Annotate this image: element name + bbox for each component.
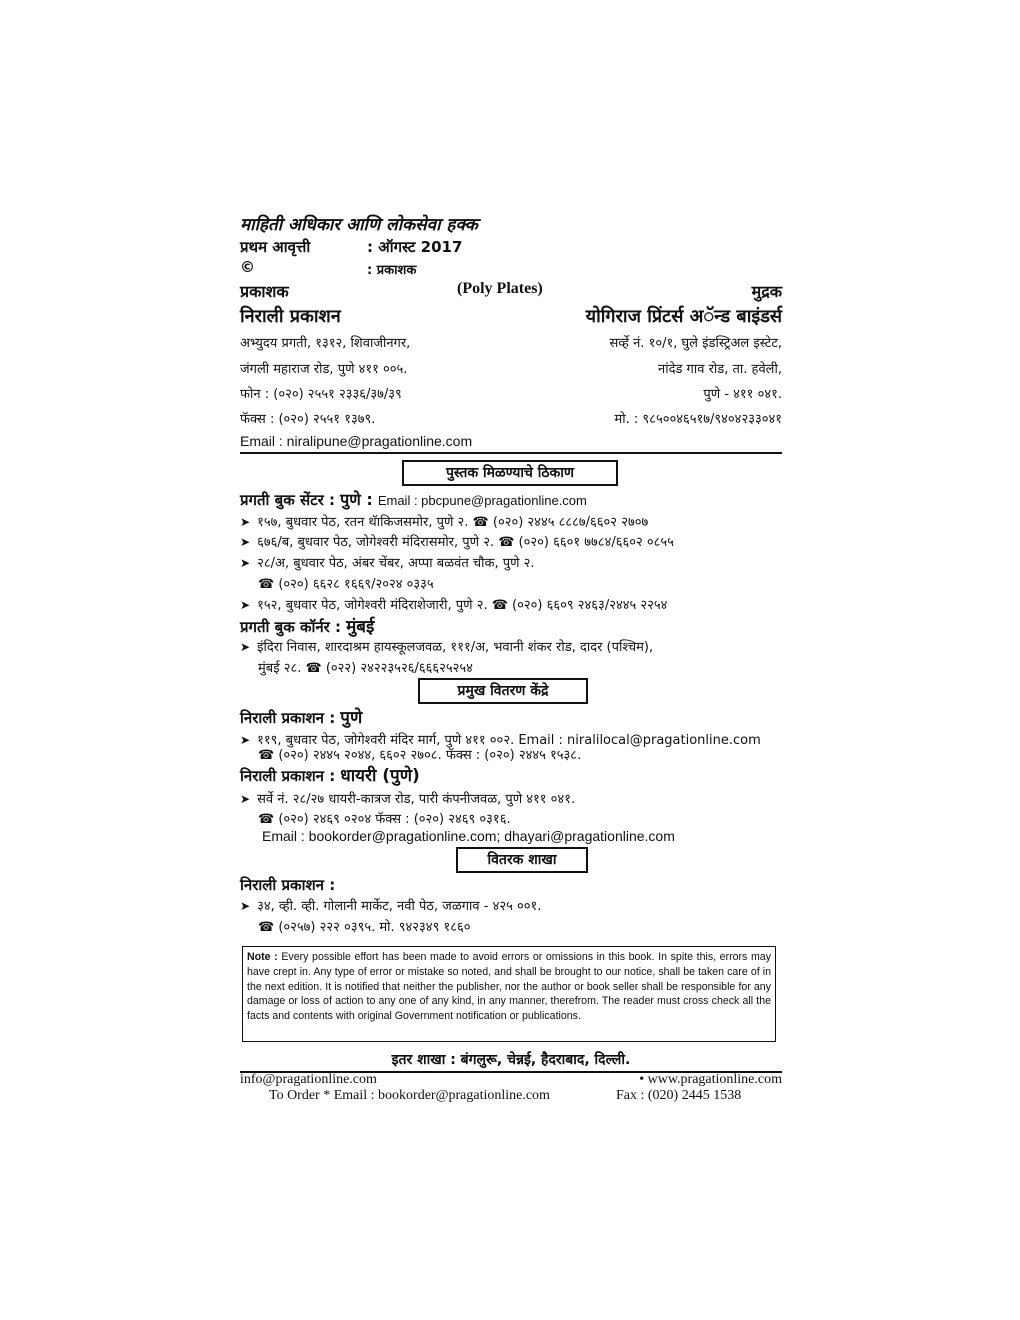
printer-name: योगिराज प्रिंटर्स अॅन्ड बाइंडर्स: [585, 306, 782, 327]
publisher-address-2: जंगली महाराज रोड, पुणे ४११ ००५.: [240, 362, 408, 377]
list-item-continued: ☎ (०२०) २४४५ २०४४, ६६०२ २७०८. फॅक्स : (०२०) २४४५ १५३८.: [258, 748, 582, 763]
section-heading-book-sources: पुस्तक मिळण्याचे ठिकाण: [402, 460, 618, 486]
list-item-continued: ☎ (०२५७) २२२ ०३९५. मो. ९४२३४९ १८६०: [258, 920, 471, 935]
divider: [240, 452, 782, 454]
arrow-bullet-icon: ➤: [240, 733, 251, 747]
arrow-bullet-icon: ➤: [240, 899, 251, 913]
list-item-continued: ☎ (०२०) ६६२८ १६६९/२०२४ ०३३५: [258, 577, 434, 592]
dhayari-email: Email : bookorder@pragationline.com; dhayari@pragationline.com: [262, 828, 675, 844]
nirali-jalgaon-heading: निराली प्रकाशन :: [240, 876, 336, 894]
disclaimer-note: [242, 946, 776, 1042]
pbc-pune-heading: [240, 488, 587, 510]
poly-plates: (Poly Plates): [457, 280, 543, 297]
publisher-email: Email : niralipune@pragationline.com: [240, 433, 473, 449]
arrow-bullet-icon: ➤: [240, 556, 251, 570]
printer-address-2: नांदेड गाव रोड, ता. हवेली,: [657, 362, 782, 377]
pbc-mumbai-city: मुंबई: [346, 617, 375, 637]
other-branches: इतर शाखा : बंगलुरू, चेन्नई, हैदराबाद, दिल्ली.: [391, 1052, 631, 1068]
publisher-fax: फॅक्स : (०२०) २५५१ १३७९.: [240, 412, 376, 427]
copyright-value: : प्रकाशक: [367, 263, 417, 278]
printer-city: पुणे - ४११ ०४१.: [703, 387, 782, 402]
list-item: ➤ इंदिरा निवास, शारदाश्रम हायस्कूलजवळ, १११/अ, भवानी शंकर रोड, दादर (पश्चिम),: [240, 640, 654, 655]
footer-fax: Fax : (020) 2445 1538: [616, 1088, 742, 1103]
printer-address-1: सर्व्हे नं. १०/१, घुले इंडस्ट्रिअल इस्टेट,: [609, 336, 782, 351]
edition-value: : ऑगस्ट 2017: [367, 238, 463, 256]
section-heading-distribution: प्रमुख वितरण केंद्रे: [418, 678, 588, 704]
footer-email: info@pragationline.com: [240, 1072, 377, 1087]
list-item: ➤ ३४, व्ही. व्ही. गोलानी मार्केट, नवी पेठ, जळगाव - ४२५ ००१.: [240, 899, 542, 914]
list-item: ➤ २८/अ, बुधवार पेठ, अंबर चेंबर, अप्पा बळवंत चौक, पुणे २.: [240, 556, 535, 571]
pbc-mumbai-heading: प्रगती बुक कॉर्नर : मुंबई: [240, 617, 375, 637]
section-heading-branch: वितरक शाखा: [456, 847, 588, 873]
copyright-symbol: ©: [240, 258, 255, 276]
arrow-bullet-icon: ➤: [240, 598, 251, 612]
footer-website: • www.pragationline.com: [639, 1072, 782, 1087]
pbc-email: Email : pbcpune@pragationline.com: [377, 493, 587, 508]
list-item-continued: मुंबई २८. ☎ (०२२) २४२२३५२६/६६६२५२५४: [258, 661, 473, 676]
list-item-continued: ☎ (०२०) २४६९ ०२०४ फॅक्स : (०२०) २४६९ ०३१६.: [258, 812, 511, 827]
list-item: ➤ १५७, बुधवार पेठ, रतन थॅाकिजसमोर, पुणे २. ☎ (०२०) २४४५ ८८८७/६६०२ २७०७: [240, 515, 649, 530]
book-title: माहिती अधिकार आणि लोकसेवा हक्क: [240, 215, 478, 235]
nirali-pune-heading: निराली प्रकाशन : पुणे: [240, 708, 363, 728]
publisher-name: निराली प्रकाशन: [240, 306, 341, 327]
list-item: ➤ ६७६/ब, बुधवार पेठ, जोगेश्वरी मंदिरासमोर, पुणे २. ☎ (०२०) ६६०१ ७७८४/६६०२ ०८५५: [240, 535, 674, 550]
note-label: Note :: [247, 951, 278, 963]
printer-label: मुद्रक: [751, 282, 782, 301]
footer-order: To Order * Email : bookorder@pragationline.com: [269, 1088, 550, 1103]
list-item: ➤ ११९, बुधवार पेठ, जोगेश्वरी मंदिर मार्ग, पुणे ४११ ००२. Email : niralilocal@pragationline.com: [240, 733, 761, 748]
nirali-dhayari-heading: निराली प्रकाशन : धायरी (पुणे): [240, 766, 420, 786]
arrow-bullet-icon: ➤: [240, 535, 251, 549]
publisher-label: प्रकाशक: [240, 282, 289, 301]
arrow-bullet-icon: ➤: [240, 792, 251, 806]
publisher-address-1: अभ्युदय प्रगती, १३१२, शिवाजीनगर,: [240, 336, 411, 351]
note-text: Every possible effort has been made to avoid errors or omissions in this book. In spite this, errors may have crept in. Any type of error or mistake so noted, and shall be brought to our notice, shall be taken care of in the next edition. It is notified that neither the publisher, nor the author or book seller shall be responsible for any damage or loss of action to any one of any kind, in any manner, therefrom. The reader must cross check all the facts and contents with original Government notification or publications.: [247, 951, 771, 1023]
list-item: ➤ सर्वे नं. २८/२७ धायरी-कात्रज रोड, पारी कंपनीजवळ, पुणे ४११ ०४१.: [240, 792, 576, 807]
arrow-bullet-icon: ➤: [240, 515, 251, 529]
arrow-bullet-icon: ➤: [240, 640, 251, 654]
list-item: ➤ १५२, बुधवार पेठ, जोगेश्वरी मंदिराशेजारी, पुणे २. ☎ (०२०) ६६०९ २४६३/२४४५ २२५४: [240, 598, 668, 613]
edition-label: प्रथम आवृत्ती: [240, 238, 311, 256]
publisher-phone: फोन : (०२०) २५५१ २३३६/३७/३९: [240, 387, 402, 402]
pbc-label: प्रगती बुक सेंटर :: [240, 491, 336, 509]
printer-mobile: मो. : ९८५००४६५१७/९४०४२३३०४१: [614, 412, 782, 427]
pbc-city: पुणे :: [340, 490, 373, 509]
